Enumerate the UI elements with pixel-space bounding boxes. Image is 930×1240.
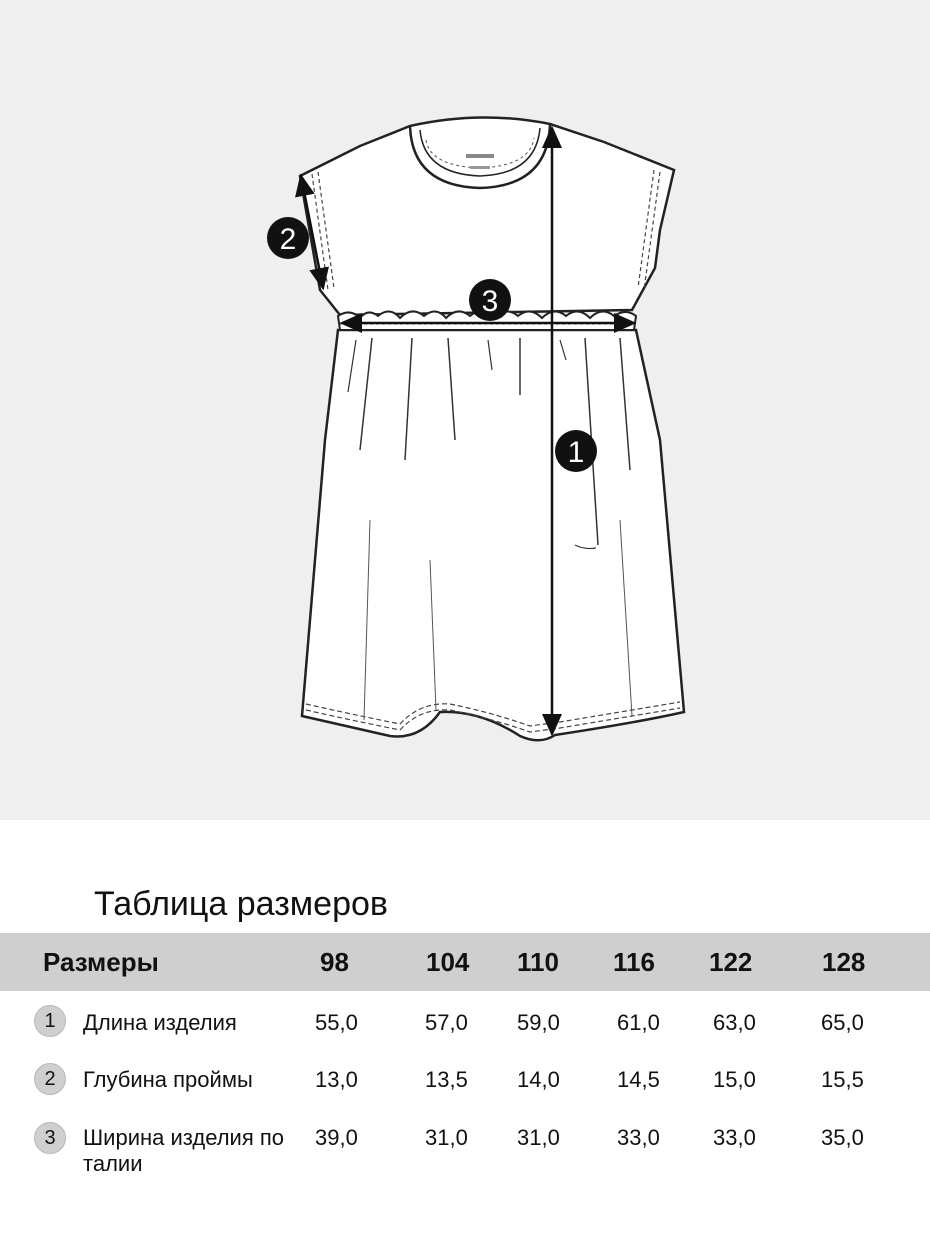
table-cell: 55,0 <box>315 1010 358 1035</box>
table-cell: 57,0 <box>425 1010 468 1035</box>
table-cell: 31,0 <box>425 1125 468 1150</box>
header-size-128: 128 <box>822 947 866 977</box>
table-cell: 15,0 <box>713 1067 756 1092</box>
row-number-badge: 3 <box>34 1122 66 1154</box>
table-cell: 14,0 <box>517 1067 560 1092</box>
table-cell: 35,0 <box>821 1125 864 1150</box>
header-size-110: 110 <box>517 947 559 977</box>
row-label: Ширина изделия по талии <box>83 1125 285 1176</box>
dress-skirt <box>302 330 684 740</box>
table-cell: 13,0 <box>315 1067 358 1092</box>
table-title: Таблица размеров <box>94 885 388 923</box>
table-cell: 33,0 <box>713 1125 756 1150</box>
marker-armhole <box>267 217 309 259</box>
table-cell: 13,5 <box>425 1067 468 1092</box>
table-cell: 33,0 <box>617 1125 660 1150</box>
marker-2-text: 2 <box>279 223 297 256</box>
marker-1-text: 1 <box>567 436 585 469</box>
row-label: Длина изделия <box>83 1010 237 1035</box>
table-cell: 15,5 <box>821 1067 864 1092</box>
header-label: Размеры <box>43 947 159 977</box>
table-cell: 39,0 <box>315 1125 358 1150</box>
header-size-122: 122 <box>709 947 753 977</box>
row-number-badge: 2 <box>34 1063 66 1095</box>
table-cell: 31,0 <box>517 1125 560 1150</box>
table-cell: 59,0 <box>517 1010 560 1035</box>
marker-waist <box>469 279 511 321</box>
table-cell: 65,0 <box>821 1010 864 1035</box>
table-cell: 61,0 <box>617 1010 660 1035</box>
table-cell: 14,5 <box>617 1067 660 1092</box>
marker-length <box>555 430 597 472</box>
marker-3-text: 3 <box>481 285 499 318</box>
table-cell: 63,0 <box>713 1010 756 1035</box>
row-label: Глубина проймы <box>83 1067 253 1092</box>
header-size-104: 104 <box>426 947 470 977</box>
row-number-badge: 1 <box>34 1005 66 1037</box>
header-size-116: 116 <box>613 947 655 977</box>
header-size-98: 98 <box>320 947 349 977</box>
